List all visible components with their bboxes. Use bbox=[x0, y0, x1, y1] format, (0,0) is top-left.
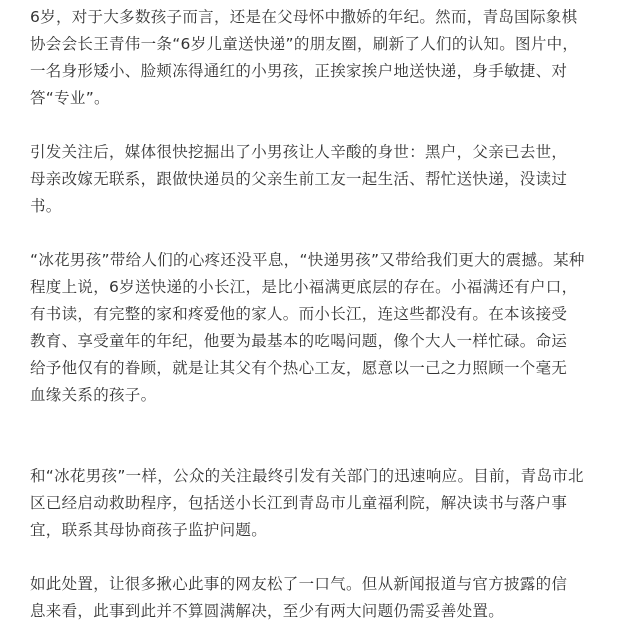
paragraph-2 bbox=[30, 139, 630, 220]
text-line: 一名身形矮小、脸颊冻得通红的小男孩，正挨家挨户地送快递，身手敏捷、对 bbox=[30, 62, 568, 80]
paragraph-4 bbox=[30, 463, 630, 544]
paragraph-spacer bbox=[30, 544, 630, 571]
paragraph-spacer bbox=[30, 436, 630, 463]
text-line: 6岁，对于大多数孩子而言，还是在父母怀中撒娇的年纪。然而，青岛国际象棋 bbox=[30, 8, 578, 26]
text-line: 协会会长王青伟一条“6岁儿童送快递”的朋友圈，刷新了人们的认知。图片中， bbox=[30, 35, 579, 53]
text-line bbox=[30, 409, 630, 436]
article-body bbox=[30, 4, 630, 625]
text-line: 如此处置，让很多揪心此事的网友松了一口气。但从新闻报道与官方披露的信 bbox=[30, 575, 568, 593]
paragraph-spacer bbox=[30, 220, 630, 247]
text-line: 引发关注后，媒体很快挖掘出了小男孩让人辛酸的身世：黑户，父亲已去世， bbox=[30, 143, 568, 161]
text-line: 答“专业”。 bbox=[30, 89, 110, 107]
text-line: “冰花男孩”带给人们的心疼还没平息，“快递男孩”又带给我们更大的震撼。某种 bbox=[30, 251, 585, 269]
text-line: 有书读，有完整的家和疼爱他的家人。而小长江，连这些都没有。在本该接受 bbox=[30, 305, 568, 323]
text-line: 书。 bbox=[30, 197, 62, 215]
text-line: 给予他仅有的眷顾，就是让其父有个热心工友，愿意以一己之力照顾一个毫无 bbox=[30, 359, 568, 377]
paragraph-1 bbox=[30, 4, 630, 112]
paragraph-3 bbox=[30, 247, 630, 436]
text-line: 息来看，此事到此并不算圆满解决，至少有两大问题仍需妥善处置。 bbox=[30, 602, 505, 620]
text-line: 宜，联系其母协商孩子监护问题。 bbox=[30, 521, 268, 539]
paragraph-5 bbox=[30, 571, 630, 625]
text-line: 血缘关系的孩子。 bbox=[30, 386, 157, 404]
text-line: 母亲改嫁无联系，跟做快递员的父亲生前工友一起生活、帮忙送快递，没读过 bbox=[30, 170, 568, 188]
text-line: 和“冰花男孩”一样，公众的关注最终引发有关部门的迅速响应。目前，青岛市北 bbox=[30, 467, 584, 485]
text-line: 教育、享受童年的年纪，他要为最基本的吃喝问题，像个大人一样忙碌。命运 bbox=[30, 332, 568, 350]
paragraph-spacer bbox=[30, 112, 630, 139]
text-line: 程度上说，6岁送快递的小长江，是比小福满更底层的存在。小福满还有户口， bbox=[30, 278, 578, 296]
text-line: 区已经启动救助程序，包括送小长江到青岛市儿童福利院，解决读书与落户事 bbox=[30, 494, 568, 512]
